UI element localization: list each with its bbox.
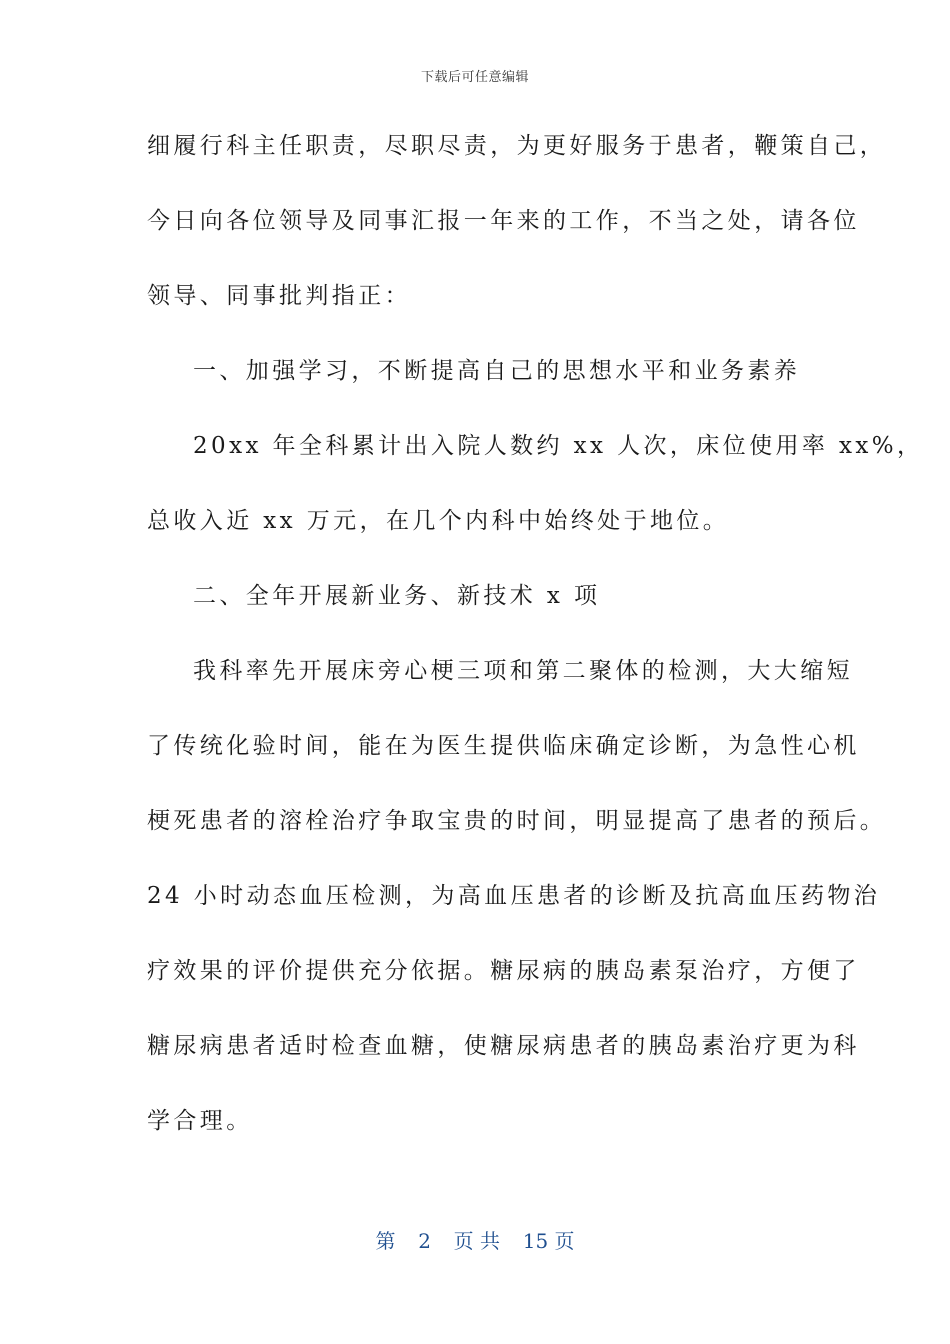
body-line: 我科率先开展床旁心梗三项和第二聚体的检测，大大缩短 [193,658,853,684]
footer-prefix: 第 [375,1229,396,1253]
body-line: 今日向各位领导及同事汇报一年来的工作，不当之处，请各位 [147,208,860,234]
body-line: 糖尿病患者适时检查血糖，使糖尿病患者的胰岛素治疗更为科 [147,1033,860,1059]
body-line: 疗效果的评价提供充分依据。糖尿病的胰岛素泵治疗，方便了 [147,958,860,984]
body-line: 梗死患者的溶栓治疗争取宝贵的时间，明显提高了患者的预后。 [147,808,887,834]
footer-suffix: 页 [554,1229,575,1253]
footer-total-pages: 15 [522,1229,549,1253]
section-heading-1: 一、加强学习，不断提高自己的思想水平和业务素养 [193,358,801,384]
header-note: 下载后可任意编辑 [420,70,529,85]
body-line: 领导、同事批判指正： [147,283,411,309]
body-line: 24 小时动态血压检测，为高血压患者的诊断及抗高血压药物治 [147,883,881,909]
body-line: 总收入近 xx 万元，在几个内科中始终处于地位。 [147,508,730,534]
body-line: 细履行科主任职责，尽职尽责，为更好服务于患者，鞭策自己， [147,133,887,159]
footer-middle: 页 共 [453,1229,500,1253]
section-heading-2: 二、全年开展新业务、新技术 x 项 [193,583,601,609]
body-line: 了传统化验时间，能在为医生提供临床确定诊断，为急性心机 [147,733,860,759]
footer-current-page: 2 [418,1229,431,1253]
page-footer [0,1225,950,1254]
body-line: 20xx 年全科累计出入院人数约 xx 人次，床位使用率 xx%， [193,433,924,459]
body-line: 学合理。 [147,1108,253,1134]
